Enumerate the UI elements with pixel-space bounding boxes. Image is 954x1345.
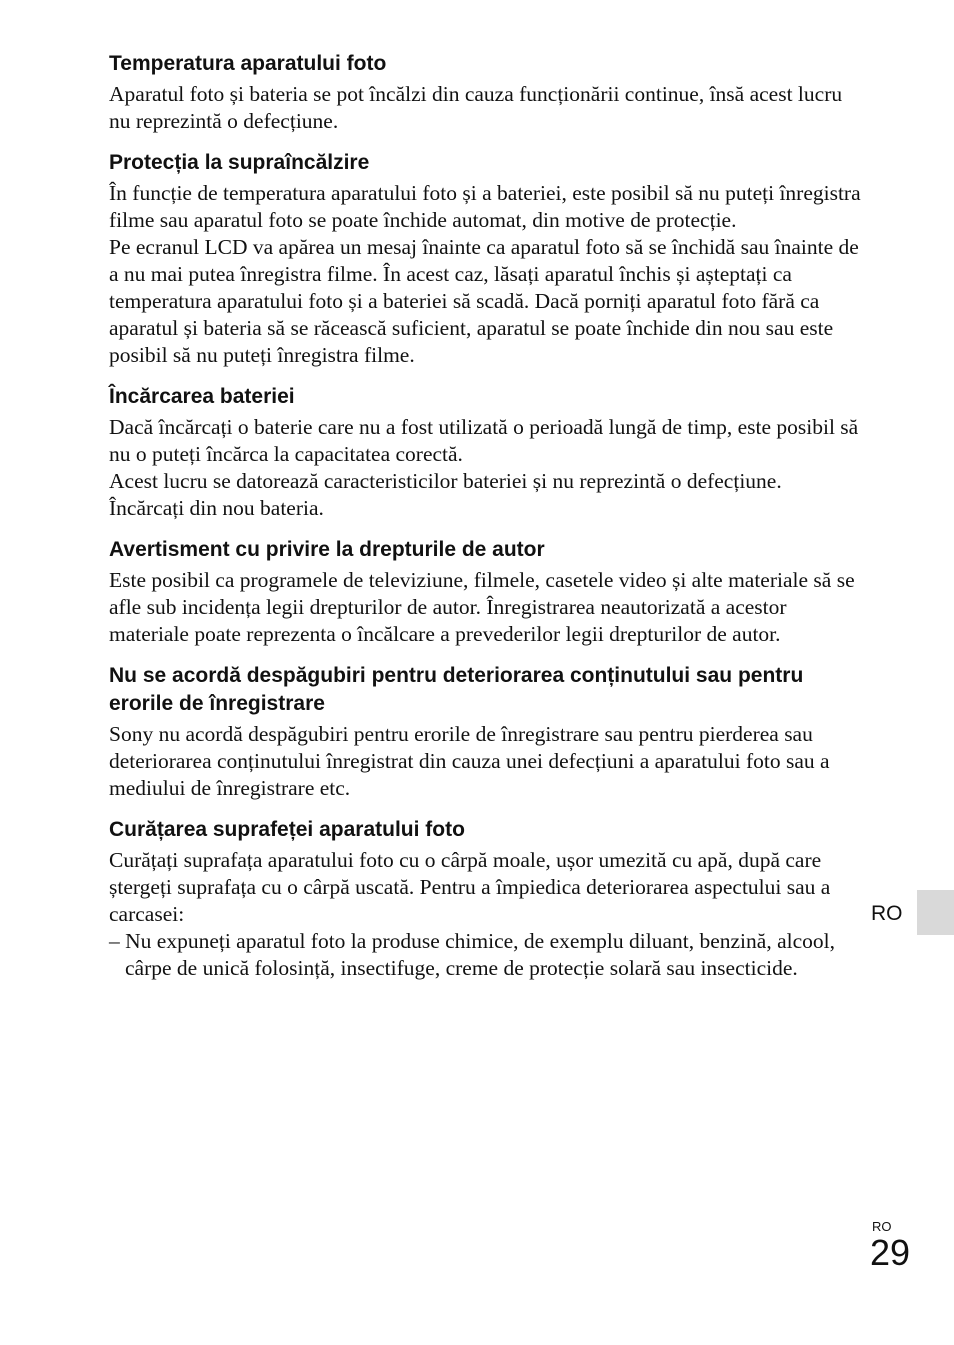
section-paragraph: Este posibil ca programele de televiziune, filmele, casetele video și alte materiale să se afle sub incidența legii drepturilor de autor. Înregistrarea neautorizată a acestor materiale poate reprezenta o încălcare a prevederilor legii drepturilor de autor. bbox=[109, 568, 855, 646]
section-heading: Protecția la supraîncălzire bbox=[109, 151, 370, 174]
section-heading: Încărcarea bateriei bbox=[109, 385, 295, 408]
section-battery-charging bbox=[109, 383, 861, 522]
section-paragraph: Sony nu acordă despăgubiri pentru erorile de înregistrare sau pentru pierderea sau deteriorarea conținutului înregistrat din cauza unei defecțiuni a aparatului foto sau a mediului de înregistrare etc. bbox=[109, 722, 830, 800]
page-number: 29 bbox=[870, 1232, 911, 1273]
section-copyright-warning bbox=[109, 536, 861, 648]
section-cleaning-surface bbox=[109, 816, 861, 982]
page-content bbox=[109, 50, 861, 982]
footer-language-code: RO bbox=[872, 1219, 892, 1234]
section-paragraph: Dacă încărcați o baterie care nu a fost utilizată o perioadă lungă de timp, este posibil să nu o puteți încărca la capacitatea corectă. bbox=[109, 415, 859, 466]
section-paragraph: Acest lucru se datorează caracteristicilor bateriei și nu reprezintă o defecțiune. Încărcați din nou bateria. bbox=[109, 469, 782, 520]
section-paragraph: Aparatul foto și bateria se pot încălzi din cauza funcționării continue, însă acest lucru nu reprezintă o defecțiune. bbox=[109, 82, 843, 133]
section-camera-temperature bbox=[109, 50, 861, 135]
section-paragraph: Pe ecranul LCD va apărea un mesaj înainte ca aparatul foto să se închidă sau înainte de a nu mai putea înregistra filme. În acest caz, lăsați aparatul închis și așteptați ca temperatura aparatului foto și a bateriei să scadă. Dacă porniți aparatul foto fără ca aparatul și bateria să se răcească suficient, aparatul se poate închide din nou sau este posibil să nu puteți înregistra filme. bbox=[109, 235, 859, 367]
section-overheating-protection bbox=[109, 149, 861, 369]
dash-list-item: – Nu expuneți aparatul foto la produse chimice, de exemplu diluant, benzină, alcool, cârpe de unică folosință, insectifuge, creme de protecție solară sau insecticide. bbox=[109, 929, 835, 980]
section-heading: Avertisment cu privire la drepturile de autor bbox=[109, 538, 545, 561]
section-no-compensation bbox=[109, 662, 861, 802]
section-paragraph: În funcție de temperatura aparatului foto și a bateriei, este posibil să nu puteți înregistra filme sau aparatul foto se poate închide automat, din motive de protecție. bbox=[109, 181, 861, 232]
section-heading: Nu se acordă despăgubiri pentru deteriorarea conținutului sau pentru erorile de înregistrare bbox=[109, 664, 804, 715]
section-heading: Temperatura aparatului foto bbox=[109, 52, 387, 75]
section-heading: Curățarea suprafeței aparatului foto bbox=[109, 818, 465, 841]
language-tab-label: RO bbox=[871, 902, 903, 925]
language-side-tab bbox=[917, 890, 954, 935]
section-paragraph: Curățați suprafața aparatului foto cu o cârpă moale, ușor umezită cu apă, după care ștergeți suprafața cu o cârpă uscată. Pentru a împiedica deteriorarea aspectului sau a carcasei: bbox=[109, 848, 831, 926]
